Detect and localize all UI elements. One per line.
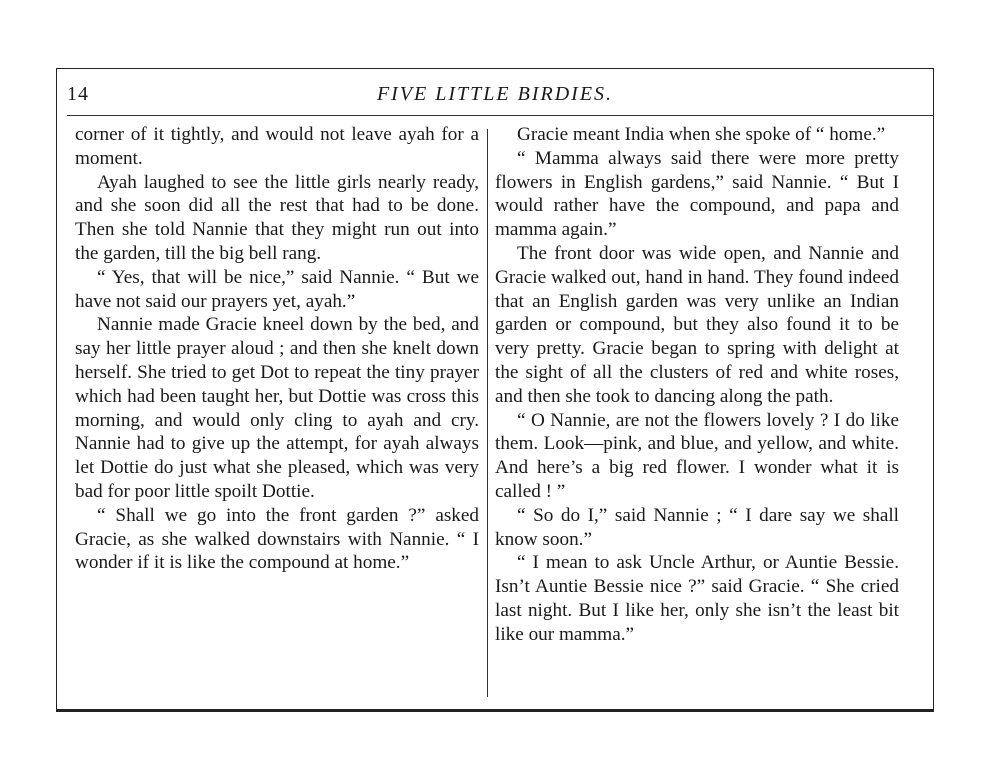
page-number: 14 xyxy=(67,83,89,105)
paragraph: “ So do I,” said Nannie ; “ I dare say we shall know soon.” xyxy=(495,504,899,550)
right-column xyxy=(495,123,899,647)
paragraph: corner of it tightly, and would not leave ayah for a moment. xyxy=(75,124,479,169)
paragraph: Gracie meant India when she spoke of “ home.” xyxy=(517,124,886,145)
paragraph: The front door was wide open, and Nannie and Gracie walked out, hand in hand. They found indeed that an English garden was very unlike an Indian garden or compound, but they also found it to be very pretty. Gracie began to spring with delight at the sight of all the clusters of red and white roses, and then she took to dancing along the path. xyxy=(495,242,899,407)
page-frame xyxy=(56,68,934,712)
paragraph: “ Shall we go into the front garden ?” asked Gracie, as she walked downstairs with Nannie. “ I wonder if it is like the compound at home.” xyxy=(75,504,479,574)
column-divider xyxy=(487,129,488,697)
header-rule xyxy=(67,115,933,116)
page-header xyxy=(57,69,933,117)
paragraph: “ O Nannie, are not the flowers lovely ? I do like them. Look—pink, and blue, and yellow, and white. And here’s a big red flower. I wonder what it is called ! ” xyxy=(495,409,899,502)
paragraph: “ I mean to ask Uncle Arthur, or Auntie Bessie. Isn’t Auntie Bessie nice ?” said Gracie. “ She cried last night. But I like her, only she isn’t the least bit like our mamma.” xyxy=(495,552,899,645)
left-column xyxy=(75,123,479,575)
paragraph: Ayah laughed to see the little girls nearly ready, and she soon did all the rest that had to be done. Then she told Nannie that they might run out into the garden, till the big bell rang. xyxy=(75,171,479,264)
paragraph: “ Mamma always said there were more pretty flowers in English gardens,” said Nannie. “ But I would rather have the compound, and papa and mamma again.” xyxy=(495,147,899,241)
running-title: FIVE LITTLE BIRDIES. xyxy=(376,83,614,105)
paragraph: “ Yes, that will be nice,” said Nannie. “ But we have not said our prayers yet, ayah.” xyxy=(75,266,479,312)
paragraph: Nannie made Gracie kneel down by the bed, and say her little prayer aloud ; and then she knelt down herself. She tried to get Dot to repeat the tiny prayer which had been taught her, but Dottie was cross this morning, and would only cling to ayah and cry. Nannie had to give up the attempt, for ayah always let Dottie do just what she pleased, which was very bad for poor little spoilt Dottie. xyxy=(75,314,479,502)
